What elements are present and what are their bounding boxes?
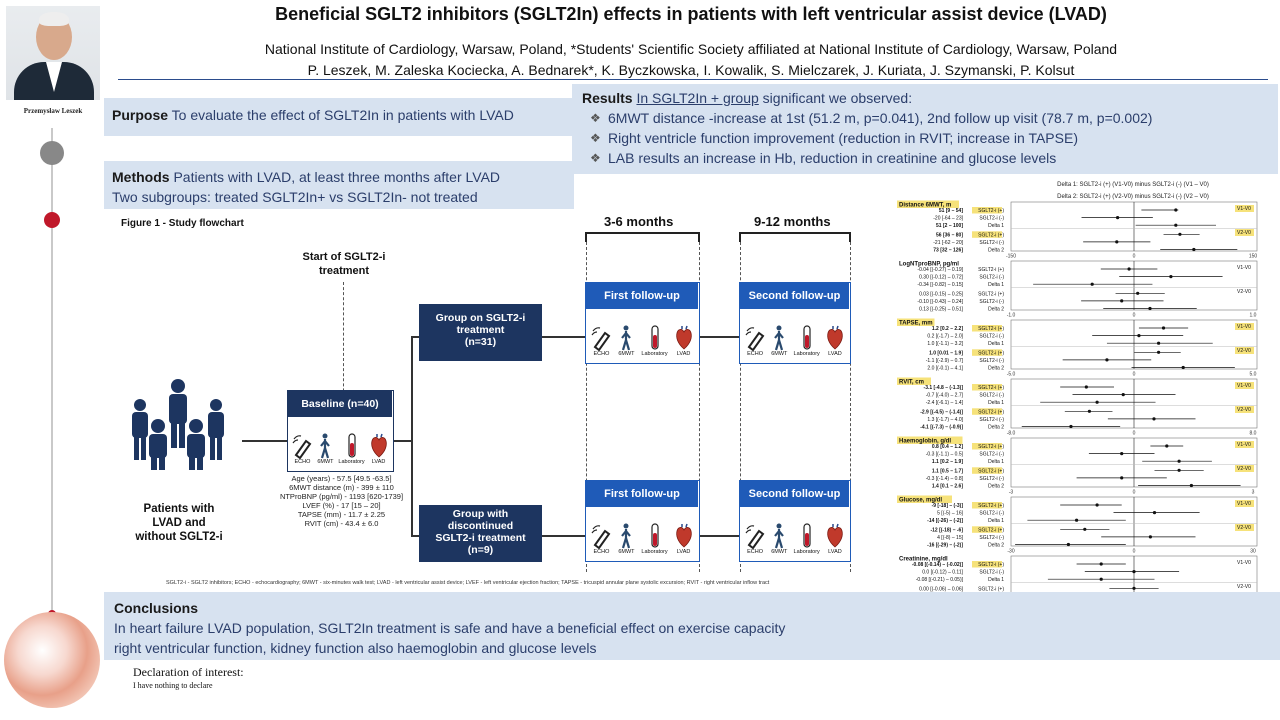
heart-icon	[675, 523, 693, 555]
row-label: Delta 1	[988, 341, 1004, 348]
test-tube-icon	[794, 523, 820, 555]
row-label: Delta 2	[988, 306, 1004, 313]
point-estimate	[1132, 587, 1135, 590]
echo-probe-icon	[745, 523, 765, 555]
forest-plot-svg	[891, 176, 1267, 617]
icon-label: ECHO	[747, 351, 763, 357]
icon-label: ECHO	[593, 549, 610, 555]
period-bracket-2	[739, 232, 851, 242]
group-on-line: treatment	[456, 324, 505, 336]
start-treatment-label	[284, 250, 404, 278]
icon-label: ECHO	[294, 459, 311, 465]
flowchart-title: Figure 1 - Study flowchart	[121, 218, 244, 229]
point-estimate	[1075, 519, 1078, 522]
row-label: Delta 1	[988, 282, 1004, 289]
patients-group-icon	[124, 378, 234, 470]
row-label: Delta 1	[988, 223, 1004, 230]
purpose-text: To evaluate the effect of SGLT2In in patients with LVAD	[171, 107, 514, 123]
poster-title: Beneficial SGLT2 inhibitors (SGLT2In) effects in patients with left ventricular assist device (LVAD)	[275, 4, 1107, 24]
group-off-line: Group with	[452, 508, 509, 520]
row-value: 1.2 [0.2 – 2.2]	[931, 326, 963, 332]
start-label-line: treatment	[318, 265, 370, 277]
row-label: SGLT2-i (-)	[979, 392, 1004, 399]
row-value: 1.0 [0.01 – 1.9]	[929, 350, 963, 357]
row-label: Delta 2	[988, 365, 1004, 372]
axis-tick-label: 0	[1132, 548, 1136, 555]
row-value: -0.04 [(-0.27) – 0.19]	[917, 267, 963, 273]
patients-label-line: Patients with	[143, 503, 215, 515]
panel-title: LogNTproBNP, pg/ml	[899, 261, 959, 268]
patients-label	[122, 502, 236, 544]
row-label: SGLT2-i (-)	[979, 239, 1004, 246]
results-item-text: 6MWT distance -increase at 1st (51.2 m, p=0.041), 2nd follow up visit (78.7 m, p=0.002)	[608, 110, 1153, 126]
heart-icon	[826, 523, 844, 555]
point-estimate	[1088, 410, 1091, 413]
row-label: SGLT2-i (+)	[978, 468, 1004, 475]
row-value: 0.13 [(-0.25) – 0.51]	[919, 306, 963, 313]
panel-title: Glucose, mg/dl	[899, 497, 943, 504]
visit-tag: V2-V0	[1237, 584, 1251, 590]
row-label: SGLT2-i (+)	[978, 385, 1004, 391]
point-estimate	[1120, 476, 1123, 479]
echo-probe-icon	[591, 523, 611, 555]
flowchart-footnote: SGLT2-i - SGLT2 inhibitors; ECHO - echocardiography; 6MWT - six-minutes walk test; LVAD - left ventricular assist device; LVEF - left ventricular ejection fraction; TAPSE - tricuspid annular plane systolic excursion; RVIT - right ventricular inflow tract	[166, 580, 770, 586]
connector-line	[394, 440, 411, 442]
point-estimate	[1115, 240, 1118, 243]
point-estimate	[1067, 543, 1070, 546]
results-item	[582, 128, 1268, 148]
row-value: -0.08 [(-0.14) – (-0.02)]	[911, 562, 963, 568]
row-label: SGLT2-i (+)	[978, 444, 1004, 450]
methods-panel	[104, 161, 574, 209]
point-estimate	[1120, 299, 1123, 302]
point-estimate	[1169, 275, 1172, 278]
axis-tick-label: -3	[1008, 489, 1014, 496]
row-value: 51 [9 – 54]	[938, 208, 963, 214]
results-item-text: LAB results an increase in Hb, reduction in creatinine and glucose levels	[608, 150, 1057, 166]
visit-tag: V1-V0	[1237, 383, 1251, 389]
axis-tick-label: 30	[1250, 548, 1256, 555]
follow-up-box	[739, 480, 851, 562]
icon-label: 6MWT	[771, 351, 788, 357]
connector-line	[700, 535, 740, 537]
visit-tag: V1-V0	[1237, 265, 1251, 271]
panel-title: Haemoglobin, g/dl	[899, 438, 951, 445]
results-item	[582, 148, 1268, 168]
point-estimate	[1105, 358, 1108, 361]
point-estimate	[1190, 484, 1193, 487]
row-value: -0.10 [(-0.43) – 0.24]	[917, 298, 963, 305]
heart-icon	[826, 325, 844, 357]
row-label: SGLT2-i (-)	[979, 357, 1004, 364]
point-estimate	[1174, 224, 1177, 227]
results-panel	[572, 84, 1278, 174]
echo-probe-icon	[745, 325, 765, 357]
row-value: -0.3 [(-1.4) – 0.8]	[925, 475, 963, 482]
methods-line-1: Patients with LVAD, at least three months after LVAD	[173, 169, 501, 185]
row-value: 2.0 [(-0.1) – 4.1]	[927, 365, 963, 372]
panel-title: RVIT, cm	[899, 379, 924, 386]
icon-label: ECHO	[747, 549, 763, 555]
walking-person-icon	[317, 433, 333, 465]
point-estimate	[1100, 562, 1103, 565]
walking-person-icon	[618, 523, 634, 555]
row-label: SGLT2-i (-)	[979, 333, 1004, 340]
baseline-box	[287, 390, 394, 472]
start-label-line: Start of SGLT2-i	[302, 251, 386, 263]
interest-title: Declaration of interest:	[133, 665, 244, 679]
axis-tick-label: -8.0	[1006, 430, 1016, 437]
row-value: 1.4 [0.1 – 2.6]	[931, 483, 963, 490]
row-value: -20 [-64 – 23]	[933, 215, 963, 222]
conclusions-panel	[104, 592, 1280, 660]
sidebar	[0, 0, 102, 720]
conclusions-line-2: right ventricular function, kidney function also haemoglobin and glucose levels	[114, 640, 597, 656]
point-estimate	[1127, 267, 1130, 270]
group-on-line: (n=31)	[464, 336, 497, 348]
affiliation: National Institute of Cardiology, Warsaw, Poland, *Students' Scientific Society affiliated at National Institute of Cardiology, Warsaw, Poland	[264, 41, 1118, 57]
methods-line-2: Two subgroups: treated SGLT2In+ vs SGLT2In- not treated	[112, 189, 478, 205]
diamond-bullet-icon: ❖	[590, 111, 601, 125]
icon-label: 6MWT	[771, 549, 788, 555]
axis-tick-label: -30	[1007, 548, 1015, 555]
axis-tick-label: 3	[1251, 489, 1255, 496]
row-value: 1.3 [(-1.7) – 4.0]	[927, 416, 963, 423]
row-label: Delta 1	[988, 400, 1004, 407]
patients-label-line: LVAD and	[152, 517, 206, 529]
panel-title: TAPSE, mm	[899, 320, 933, 327]
study-flowchart	[114, 210, 862, 592]
heart-icon	[675, 325, 693, 357]
row-value: 0.00 [(-0.06) – 0.06]	[919, 586, 963, 593]
connector-line	[242, 440, 287, 442]
timeline-dot-red	[44, 212, 60, 228]
row-label: SGLT2-i (+)	[978, 527, 1004, 534]
axis-tick-label: 5.0	[1249, 371, 1257, 378]
axis-tick-label: 0	[1132, 253, 1136, 260]
axis-tick-label: 0	[1132, 312, 1136, 319]
test-tube-icon	[794, 325, 820, 357]
visit-tag: V2-V0	[1237, 525, 1251, 531]
point-estimate	[1178, 469, 1181, 472]
point-estimate	[1192, 248, 1195, 251]
axis-tick-label: 1.0	[1249, 312, 1257, 319]
row-value: -12 [(-18) – -6]	[930, 527, 963, 534]
follow-up-icons	[588, 513, 696, 555]
row-label: Delta 1	[988, 518, 1004, 525]
point-estimate	[1132, 570, 1135, 573]
purpose-panel	[104, 98, 572, 136]
row-value: -3.1 [-4.8 – (-1.3)]	[923, 385, 963, 391]
walking-person-icon	[618, 325, 634, 357]
point-estimate	[1069, 425, 1072, 428]
axis-tick-label: 0	[1132, 489, 1136, 496]
row-label: Delta 1	[988, 577, 1004, 584]
point-estimate	[1174, 208, 1177, 211]
conclusions-line-1: In heart failure LVAD population, SGLT2In treatment is safe and have a beneficial effect on exercise capacity	[114, 620, 786, 636]
row-value: -2.4 [(-6.1) – 1.4]	[925, 400, 963, 407]
icon-label: ECHO	[593, 351, 610, 357]
row-value: -2.9 [(-4.5) – (-1.4)]	[920, 409, 963, 416]
row-label: SGLT2-i (+)	[978, 503, 1004, 509]
group-on-line: Group on SGLT2-i	[435, 312, 526, 324]
baseline-stat: Age (years) - 57.5 [49.5 -63.5]	[291, 474, 392, 483]
point-estimate	[1096, 503, 1099, 506]
results-list	[582, 108, 1268, 168]
icon-label: LVAD	[676, 549, 691, 555]
connector-line	[542, 535, 585, 537]
group-off-line: (n=9)	[467, 544, 494, 556]
author-name: Przemysław Leszek	[23, 107, 83, 115]
axis-tick-label: 0	[1132, 371, 1136, 378]
results-intro-group: In SGLT2In + group	[636, 90, 759, 106]
group-off-line: SGLT2-i treatment	[435, 532, 526, 544]
row-label: SGLT2-i (-)	[979, 215, 1004, 222]
row-label: SGLT2-i (+)	[978, 586, 1004, 593]
row-label: SGLT2-i (+)	[978, 208, 1004, 214]
icon-label: Laboratory	[641, 351, 668, 357]
row-label: SGLT2-i (+)	[978, 232, 1004, 239]
row-value: -0.3 [(-1.1) – 0.5]	[925, 451, 963, 458]
point-estimate	[1136, 292, 1139, 295]
icon-label: LVAD	[828, 351, 842, 357]
icon-label: 6MWT	[618, 549, 635, 555]
row-label: SGLT2-i (+)	[978, 326, 1004, 332]
patients-label-line: without SGLT2-i	[135, 531, 223, 543]
row-value: -4.1 [(-7.3) – (-0.9)]	[920, 424, 963, 431]
visit-tag: V2-V0	[1237, 466, 1251, 472]
row-label: SGLT2-i (+)	[978, 409, 1004, 416]
icon-label: LVAD	[676, 351, 691, 357]
row-label: Delta 2	[988, 424, 1004, 431]
axis-tick-label: 8.0	[1249, 430, 1257, 437]
row-value: 51 [2 – 100]	[936, 223, 963, 230]
point-estimate	[1178, 460, 1181, 463]
follow-up-icons	[742, 315, 847, 357]
row-value: 0.03 [(-0.15) – 0.25]	[919, 291, 963, 298]
conclusions-label: Conclusions	[114, 600, 199, 616]
row-label: SGLT2-i (+)	[978, 350, 1004, 357]
row-label: SGLT2-i (+)	[978, 562, 1004, 568]
forest-header: Delta 2: SGLT2-i (+) (V2-V0) minus SGLT2-i (-) (V2 – V0)	[1057, 194, 1209, 200]
icon-label: Laboratory	[338, 459, 365, 465]
row-value: 0.30 [(-0.12) – 0.72]	[919, 274, 963, 281]
row-label: Delta 2	[988, 247, 1004, 254]
results-label: Results	[582, 90, 633, 106]
visit-tag: V1-V0	[1237, 324, 1251, 330]
axis-tick-label: -5.0	[1006, 371, 1016, 378]
second-follow-up-title: Second follow-up	[740, 481, 849, 507]
row-value: -0.34 [(-0.82) – 0.15]	[917, 282, 963, 289]
axis-tick-label: -150	[1005, 253, 1017, 260]
row-label: Delta 2	[988, 483, 1004, 490]
point-estimate	[1091, 283, 1094, 286]
test-tube-icon	[338, 433, 364, 465]
icon-label: LVAD	[371, 459, 386, 465]
echo-probe-icon	[292, 433, 312, 465]
group-discontinued-box	[419, 505, 542, 562]
baseline-stats	[264, 474, 419, 528]
forest-header: Delta 1: SGLT2-i (+) (V1-V0) minus SGLT2-i (-) (V1 – V0)	[1057, 182, 1209, 188]
row-label: SGLT2-i (+)	[978, 267, 1004, 273]
row-value: -21 [-62 – 20]	[933, 239, 963, 246]
visit-tag: V2-V0	[1237, 407, 1251, 413]
group-on-treatment-box	[419, 304, 542, 361]
row-label: SGLT2-i (+)	[978, 291, 1004, 298]
row-value: -9 [-18] – (-3)]	[931, 503, 963, 509]
row-value: 4 [(-8) – 15]	[937, 534, 963, 541]
icon-label: 6MWT	[317, 459, 334, 465]
icon-label: LVAD	[828, 549, 842, 555]
authors: P. Leszek, M. Zaleska Kociecka, A. Bednarek*, K. Byczkowska, I. Kowalik, S. Mielczarek, J. Kuriata, J. Szymanski, P. Kolsut	[307, 62, 1075, 78]
point-estimate	[1100, 578, 1103, 581]
icon-label: Laboratory	[793, 549, 820, 555]
point-estimate	[1083, 528, 1086, 531]
second-follow-up-title: Second follow-up	[740, 283, 849, 309]
point-estimate	[1122, 393, 1125, 396]
period-bracket-1	[585, 232, 700, 242]
author-photo	[6, 6, 100, 100]
row-value: -0.7 [(-4.0) – 2.7]	[925, 392, 963, 399]
forest-plot	[891, 176, 1267, 617]
panel-title: Distance 6MWT, m	[899, 202, 952, 209]
point-estimate	[1149, 535, 1152, 538]
row-label: SGLT2-i (-)	[979, 298, 1004, 305]
point-estimate	[1165, 444, 1168, 447]
row-value: -1.1 [(-2.9) – 0.7]	[925, 357, 963, 364]
point-estimate	[1120, 452, 1123, 455]
test-tube-icon	[641, 325, 667, 357]
point-estimate	[1157, 351, 1160, 354]
row-value: 0.8 [0.4 – 1.2]	[931, 444, 963, 450]
axis-tick-label: 0	[1132, 430, 1136, 437]
row-value: -0.08 [(-0.21) – 0.05)]	[915, 577, 963, 584]
point-estimate	[1116, 216, 1119, 219]
baseline-stat: NTProBNP (pg/ml) - 1193 [620-1739]	[279, 492, 404, 501]
point-estimate	[1178, 233, 1181, 236]
results-intro	[582, 88, 1268, 108]
echo-probe-icon	[591, 325, 611, 357]
row-label: SGLT2-i (-)	[979, 534, 1004, 541]
decorative-circle	[4, 612, 100, 708]
icon-label: Laboratory	[793, 351, 820, 357]
follow-up-icons	[742, 513, 847, 555]
diamond-bullet-icon: ❖	[590, 131, 601, 145]
header-divider	[118, 79, 1268, 80]
row-value: 1.1 [0.2 – 1.9]	[931, 459, 963, 466]
point-estimate	[1152, 417, 1155, 420]
connector-line	[542, 336, 585, 338]
row-label: SGLT2-i (-)	[979, 274, 1004, 281]
row-label: SGLT2-i (-)	[979, 475, 1004, 482]
visit-tag: V2-V0	[1237, 230, 1251, 236]
axis-tick-label: -1.0	[1006, 312, 1016, 319]
follow-up-box	[585, 480, 700, 562]
row-label: Delta 1	[988, 459, 1004, 466]
purpose-label: Purpose	[112, 107, 169, 123]
follow-up-box	[585, 282, 700, 364]
visit-tag: V1-V0	[1237, 560, 1251, 566]
follow-up-box	[739, 282, 851, 364]
baseline-stat: TAPSE (mm) - 11.7 ± 2.25	[297, 510, 386, 519]
first-follow-up-title: First follow-up	[586, 283, 698, 309]
icon-label: 6MWT	[618, 351, 635, 357]
point-estimate	[1085, 385, 1088, 388]
row-value: 1.1 [0.5 – 1.7]	[931, 468, 963, 475]
test-tube-icon	[641, 523, 667, 555]
row-value: 0.0 [(-0.12) – 0.11]	[922, 569, 963, 576]
period-label-1: 3-6 months	[604, 214, 674, 229]
visit-tag: V1-V0	[1237, 206, 1251, 212]
point-estimate	[1137, 334, 1140, 337]
row-label: SGLT2-i (-)	[979, 510, 1004, 517]
visit-tag: V1-V0	[1237, 442, 1251, 448]
first-follow-up-title: First follow-up	[586, 481, 698, 507]
visit-tag: V2-V0	[1237, 348, 1251, 354]
row-value: -14 [(-26) – (-2)]	[927, 518, 963, 525]
group-off-line: discontinued	[447, 520, 514, 532]
icon-label: Laboratory	[641, 549, 668, 555]
row-value: 56 [36 – 80]	[936, 232, 963, 239]
point-estimate	[1157, 342, 1160, 345]
point-estimate	[1162, 326, 1165, 329]
baseline-title: Baseline (n=40)	[288, 391, 392, 417]
connector-line	[411, 336, 419, 338]
baseline-stat: RVIT (cm) - 43.4 ± 6.0	[304, 519, 379, 528]
heart-icon	[370, 433, 388, 465]
row-label: SGLT2-i (-)	[979, 569, 1004, 576]
connector-line	[700, 336, 740, 338]
row-label: SGLT2-i (-)	[979, 451, 1004, 458]
methods-label: Methods	[112, 169, 170, 185]
period-label-2: 9-12 months	[754, 214, 831, 229]
point-estimate	[1153, 511, 1156, 514]
row-label: SGLT2-i (-)	[979, 416, 1004, 423]
results-item-text: Right ventricle function improvement (reduction in RVIT; increase in TAPSE)	[608, 130, 1078, 146]
point-estimate	[1148, 307, 1151, 310]
timeline-dot-gray	[40, 141, 64, 165]
point-estimate	[1096, 401, 1099, 404]
point-estimate	[1182, 366, 1185, 369]
visit-tag: V2-V0	[1237, 289, 1251, 295]
visit-tag: V1-V0	[1237, 501, 1251, 507]
diamond-bullet-icon: ❖	[590, 151, 601, 165]
connector-line	[411, 535, 419, 537]
row-value: 1.0 [(-1.1) – 3.2]	[927, 341, 963, 348]
panel-title: Creatinine, mg/dl	[899, 556, 948, 563]
follow-up-icons	[588, 315, 696, 357]
axis-tick-label: 150	[1248, 253, 1258, 260]
baseline-stat: 6MWT distance (m) - 399 ± 110	[289, 483, 394, 492]
row-value: 5 [(-5) – 16]	[937, 510, 963, 517]
baseline-icons	[290, 423, 390, 465]
walking-person-icon	[771, 325, 787, 357]
results-intro-rest: significant we observed:	[758, 90, 913, 106]
baseline-stat: LVEF (%) - 17 [15 – 20]	[302, 501, 381, 510]
interest-text: I have nothing to declare	[133, 681, 213, 690]
walking-person-icon	[771, 523, 787, 555]
row-value: -16 [(-29) – (-2)]	[927, 542, 963, 549]
row-label: Delta 2	[988, 542, 1004, 549]
row-value: 0.2 [(-1.7) – 2.0]	[927, 333, 963, 340]
row-value: 73 [32 – 126]	[933, 247, 963, 254]
results-item	[582, 108, 1268, 128]
